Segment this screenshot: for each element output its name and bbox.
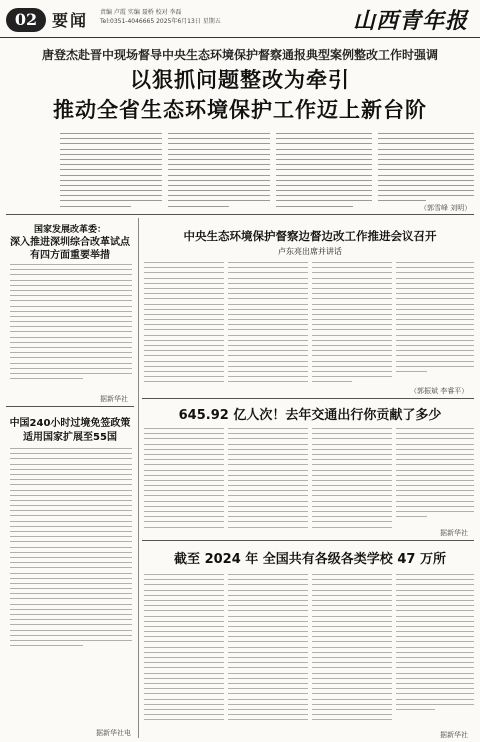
article5-credit: 据新华社: [440, 731, 468, 739]
article3-title: 中央生态环境保护督察边督边改工作推进会议召开: [183, 229, 437, 243]
sidebar-title-line1: 深入推进深圳综合改革试点: [10, 237, 130, 248]
lead-body-col3: [276, 133, 372, 211]
sidebar-label: 国家发展改革委：: [33, 225, 106, 235]
article3-credit: （郭振斌 李睿平）: [410, 387, 469, 395]
article5-title: 截至 2024 年 全国共有各级各类学校 47 万所: [174, 552, 446, 567]
sidebar-body: [10, 264, 132, 383]
article5-col2: [228, 574, 308, 724]
article4-credit: 据新华社: [440, 529, 468, 537]
article3-col2: [228, 262, 308, 387]
newspaper-logo: 山西青年报: [352, 8, 468, 34]
lead-body-col1: [60, 133, 162, 211]
lead-kicker: 唐登杰赴晋中现场督导中央生态环境保护督察通报典型案例整改工作时强调: [41, 48, 438, 62]
page-header: [0, 0, 480, 38]
article4-col3: [312, 428, 392, 532]
article2-credit: 据新华社电: [96, 729, 131, 737]
left-column-divider: [138, 218, 139, 738]
article4-col4: [396, 428, 474, 521]
article4-col2: [228, 428, 308, 532]
article4-divider: [142, 540, 474, 541]
article3-col4: [396, 262, 474, 376]
article3-col3: [312, 262, 392, 387]
editor-line: 责编 卢霞 实编 聂桥 校对 李磊: [100, 9, 182, 16]
article3-divider: [142, 398, 474, 399]
article3-subtitle: 卢东亮出席并讲话: [278, 247, 342, 256]
lead-byline: （郭雪峰 刘明）: [420, 204, 472, 212]
lead-body-col2: [168, 133, 270, 211]
sidebar-credit: 据新华社: [100, 395, 128, 403]
lead-title-line2: 推动全省生态环境保护工作迈上新台阶: [53, 97, 427, 122]
article2-title-line1: 中国240小时过境免签政策: [9, 418, 131, 429]
article5-col3: [312, 574, 392, 724]
sidebar-title-line2: 有四方面重要举措: [30, 250, 110, 261]
article3-col1: [144, 262, 224, 387]
sidebar-divider: [6, 406, 134, 407]
article4-title: 645.92 亿人次！去年交通出行你贡献了多少: [178, 408, 442, 423]
lead-divider: [6, 214, 474, 215]
article5-col1: [144, 574, 224, 724]
header-meta: [100, 8, 221, 26]
section-name: 要闻: [52, 11, 89, 30]
date-line: Tel:0351-4046665 2025年6月13日 星期五: [100, 18, 221, 25]
lead-body-col4: [378, 133, 474, 206]
lead-title-line1: 以狠抓问题整改为牵引: [130, 67, 350, 92]
page-number-badge: 02: [6, 8, 46, 32]
article4-col1: [144, 428, 224, 532]
article2-body: [10, 448, 132, 650]
article5-col4: [396, 574, 474, 714]
article2-title-line2: 适用国家扩展至55国: [23, 432, 117, 443]
